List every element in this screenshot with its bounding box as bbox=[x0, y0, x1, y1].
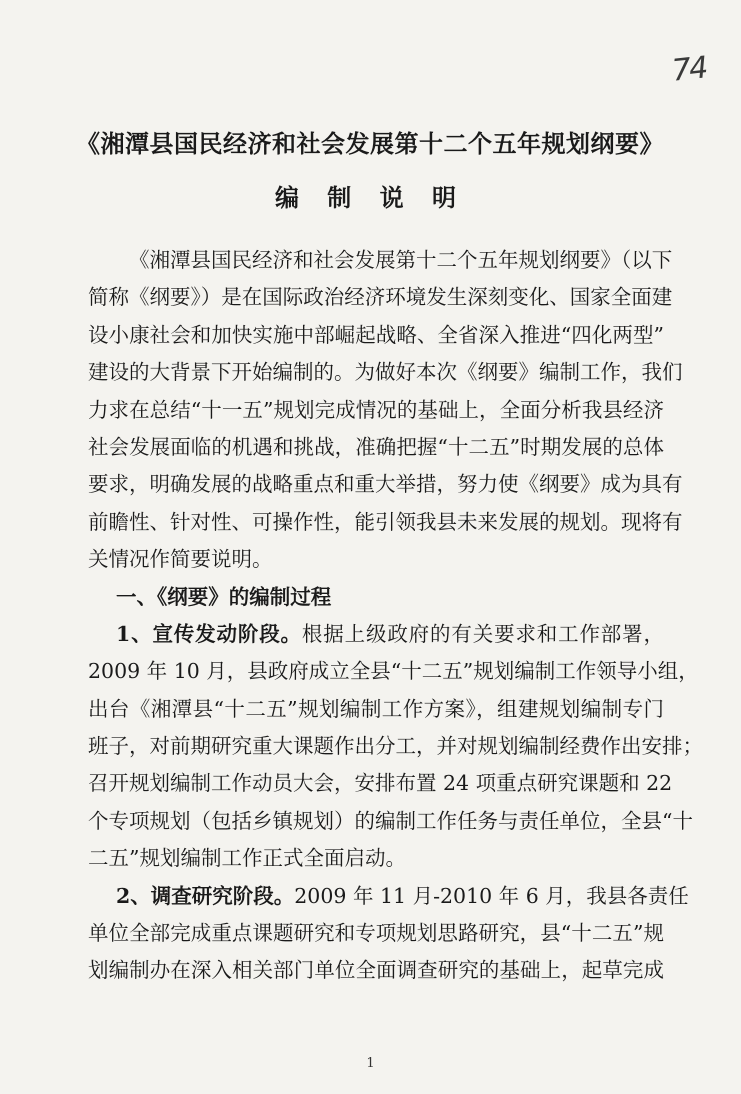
text-line: 简称《纲要》）是在国际政治经济环境发生深刻变化、国家全面建 bbox=[88, 285, 673, 310]
text-line: 召开规划编制工作动员大会，安排布置 24 项重点研究课题和 22 bbox=[88, 771, 673, 796]
text-line: 二五”规划编制工作正式全面启动。 bbox=[88, 846, 406, 871]
paragraph-text: 根据上级政府的有关要求和工作部署， bbox=[301, 621, 665, 646]
paragraph-lead: 1、宣传发动阶段。 bbox=[116, 621, 302, 646]
text-line: 《湘潭县国民经济和社会发展第十二个五年规划纲要》（以下 bbox=[129, 248, 673, 272]
text-line: 关情况作简要说明。 bbox=[88, 547, 273, 572]
paragraph-first-line bbox=[88, 878, 689, 915]
section-heading: 一、《纲要》的编制过程 bbox=[116, 584, 332, 609]
paragraph-lead: 2、调查研究阶段。 bbox=[116, 883, 295, 908]
text-line: 出台《湘潭县“十二五”规划编制工作方案》，组建规划编制专门 bbox=[88, 696, 664, 721]
document-body bbox=[88, 242, 703, 990]
handwritten-page-note: 74 bbox=[670, 50, 708, 89]
text-line: 要求，明确发展的战略重点和重大举措，努力使《纲要》成为具有 bbox=[88, 472, 683, 497]
document-title: 《湘潭县国民经济和社会发展第十二个五年规划纲要》 bbox=[76, 129, 664, 158]
text-line: 单位全部完成重点课题研究和专项规划思路研究，县“十二五”规 bbox=[88, 921, 664, 946]
text-line: 建设的大背景下开始编制的。为做好本次《纲要》编制工作，我们 bbox=[88, 360, 683, 385]
paragraph-first-line bbox=[88, 616, 664, 653]
page-number: 1 bbox=[366, 1056, 375, 1071]
text-line: 设小康社会和加快实施中部崛起战略、全省深入推进“四化两型” bbox=[88, 322, 664, 347]
text-line: 班子，对前期研究重大课题作出分工，并对规划编制经费作出安排； bbox=[88, 734, 703, 759]
text-line: 个专项规划（包括乡镇规划）的编制工作任务与责任单位，全县“十 bbox=[88, 808, 693, 833]
document-subtitle: 编 制 说 明 bbox=[274, 183, 467, 212]
text-line: 社会发展面临的机遇和挑战，准确把握“十二五”时期发展的总体 bbox=[88, 434, 664, 459]
text-line: 力求在总结“十一五”规划完成情况的基础上，全面分析我县经济 bbox=[88, 397, 664, 422]
text-line: 2009 年 10 月，县政府成立全县“十二五”规划编制工作领导小组， bbox=[88, 659, 699, 684]
text-line: 划编制办在深入相关部门单位全面调查研究的基础上，起草完成 bbox=[88, 958, 664, 983]
paragraph-text: 2009 年 11 月-2010 年 6 月，我县各责任 bbox=[294, 883, 689, 908]
text-line: 前瞻性、针对性、可操作性，能引领我县未来发展的规划。现将有 bbox=[88, 509, 683, 534]
